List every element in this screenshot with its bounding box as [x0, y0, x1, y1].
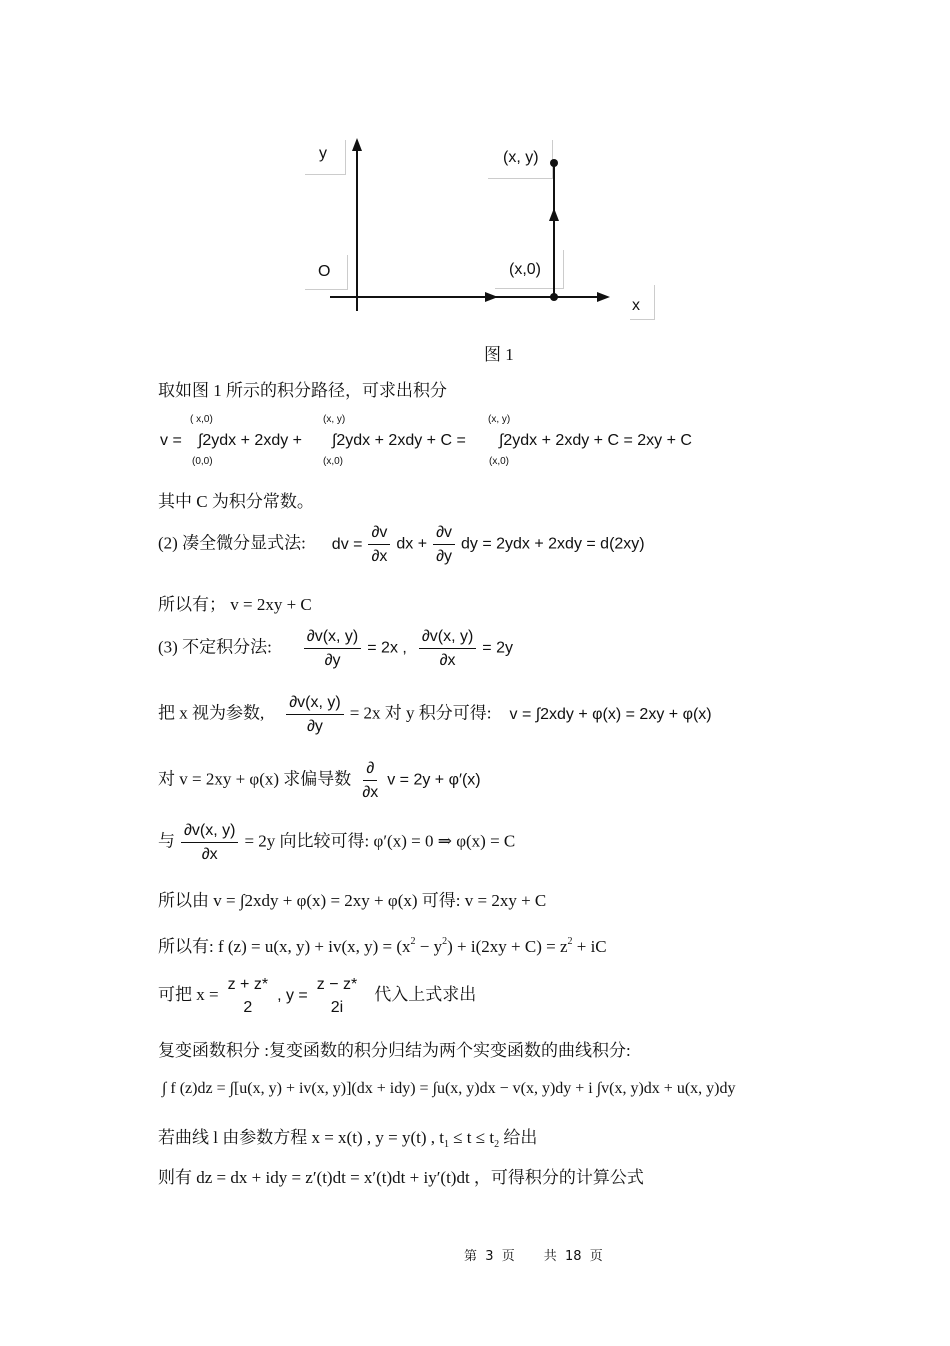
equation-partial-derivative: 对 v = 2xy + φ(x) 求偏导数 $\frac{\partial}{\partial x}$ v = 2y + φ′(x) — [158, 760, 481, 801]
v-eq: v = — [160, 432, 182, 449]
int1-body: ∫2ydx + 2xdy + — [198, 432, 302, 449]
text-line-13: 复变函数积分 :复变函数的积分归结为两个实变函数的曲线积分: — [158, 1041, 631, 1060]
page-footer: 第 3 页 共 18 页 — [464, 1249, 603, 1264]
int1-upper: ( x,0) — [190, 414, 213, 425]
int3-upper: (x, y) — [488, 414, 511, 425]
y-axis-label: y — [319, 145, 327, 162]
equation-indefinite-integral: (3) 不定积分法: $\frac{\partial v(x, y)}{\partial y}$ = 2x , $\frac{\partial v(x, y)}{\partial x}$ = 2y — [158, 628, 513, 669]
equation-compare: 与 $\frac{\partial v(x, y)}{\partial x}$ = 2y 向比较可得: φ′(x) = 0 ⇒ φ(x) = C — [158, 822, 516, 863]
text-line-1: 取如图 1 所示的积分路径，可求出积分 — [158, 381, 447, 400]
x-axis-label: x — [632, 297, 640, 314]
equation-total-differential: (2) 凑全微分显式法: dv = $\frac{\partial v}{\partial x}$ dx + $\frac{\partial v}{\partial y}$ dy = 2ydx + 2xdy = d(2xy) — [158, 524, 645, 565]
equation-fz: 所以有: f (z) = u(x, y) + iv(x, $y) = (x^2 - y^2) + i(2xy + C) = z^2$ + iC — [158, 936, 607, 956]
text-line-16: 则有 dz = dx + idy = z′(t)dt = x′(t)dt + iy′(t)dt ，可得积分的计算公式 — [158, 1168, 644, 1187]
equation-param-x: 把 x 视为参数, $\frac{\partial v(x, y)}{\partial y}$ = 2x 对 y 积分可得: v = ∫2xdy + φ(x) = 2xy + φ(x) — [158, 694, 712, 735]
int3-body: ∫2ydx + 2xdy + C = 2xy + C — [499, 432, 692, 449]
text-line-5: 所以有； v = 2xy + C — [158, 595, 312, 614]
figure-caption: 图 1 — [484, 345, 514, 364]
point-x0-label: (x,0) — [509, 261, 541, 278]
equation-substitution: 可把 x = z + z* 2 , y = z − z* 2i 代入上式求出 — [158, 976, 477, 1016]
origin-label: O — [318, 263, 331, 280]
axes-and-path — [300, 135, 660, 325]
int2-upper: (x, y) — [323, 414, 346, 425]
int1-lower: (0,0) — [192, 456, 213, 467]
int3-lower: (x,0) — [489, 456, 509, 467]
point-xy-label: (x, y) — [503, 149, 539, 166]
integration-path-figure — [300, 135, 660, 325]
int2-body: ∫2ydx + 2xdy + C = — [332, 432, 466, 449]
int2-lower: (x,0) — [323, 456, 343, 467]
text-line-10: 所以由 v = ∫2xdy + φ(x) = 2xy + φ(x) 可得: v = 2xy + C — [158, 891, 547, 910]
equation-complex-integral: ∫ f (z)dz = ∫[u(x, y) + iv(x, y)](dx + idy) = ∫u(x, y)dx − v(x, y)dy + i ∫v(x, y)dx + u(x, y)dy — [162, 1080, 736, 1097]
text-line-3: 其中 C 为积分常数。 — [158, 492, 314, 511]
text-line-15: 若曲线 l 由参数方程 x = x(t) , y = y(t) , $t_1 \le t \le t_2$ 给出 — [158, 1128, 538, 1150]
